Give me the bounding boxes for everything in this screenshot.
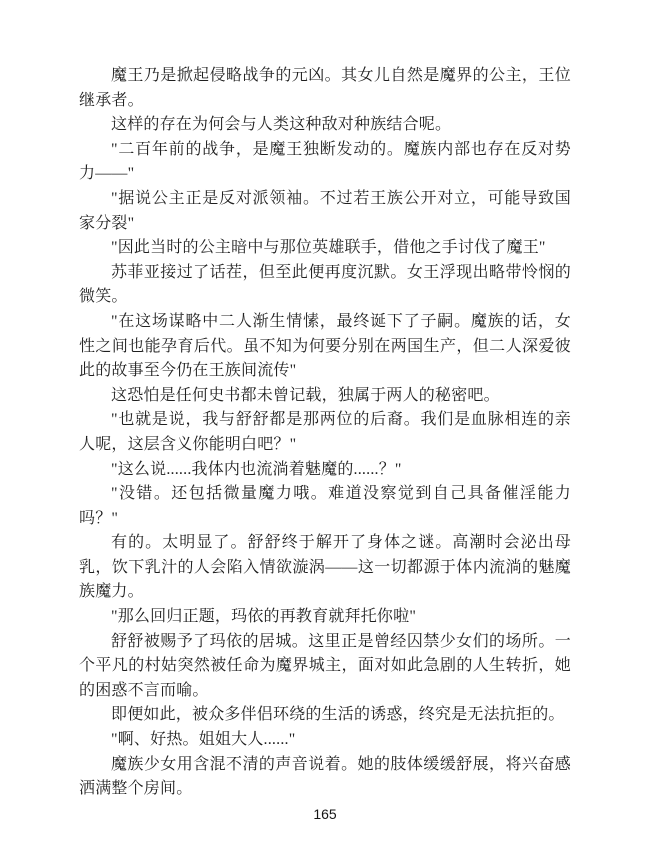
paragraph: "那么回归正题，玛依的再教育就拜托你啦" <box>111 608 417 626</box>
paragraph: 即便如此，被众多伴侣环绕的生活的诱惑，终究是无法抗拒的。 <box>111 706 565 724</box>
paragraph: 舒舒被赐予了玛依的居城。这里正是曾经囚禁少女们的场所。一个平凡的村姑突然被任命为魔界城主，面对如此急剧的人生转折，她的困惑不言而喻。 <box>79 632 571 699</box>
paragraph: "这么说......我体内也流淌着魅魔的......？" <box>111 460 402 478</box>
paragraph: "啊、好热。姐姐大人......" <box>111 731 296 749</box>
page-number: 165 <box>313 806 337 822</box>
paragraph: "因此当时的公主暗中与那位英雄联手，借他之手讨伐了魔王" <box>111 239 546 257</box>
paragraph: 苏菲亚接过了话茬，但至此便再度沉默。女王浮现出略带怜悯的微笑。 <box>79 263 571 306</box>
paragraph: "在这场谋略中二人渐生情愫，最终诞下了子嗣。魔族的话，女性之间也能孕育后代。虽不知为何要分别在两国生产，但二人深爱彼此的故事至今仍在王族间流传" <box>79 312 571 380</box>
paragraph: "据说公主正是反对派领袖。不过若王族公开对立，可能导致国家分裂" <box>79 189 571 232</box>
paragraph: "也就是说，我与舒舒都是那两位的后裔。我们是血脉相连的亲人呢，这层含义你能明白吧？" <box>79 411 571 453</box>
paragraph: 魔族少女用含混不清的声音说着。她的肢体缓缓舒展，将兴奋感洒满整个房间。 <box>79 755 571 798</box>
paragraph: 魔王乃是掀起侵略战争的元凶。其女儿自然是魔界的公主，王位继承者。 <box>79 67 571 109</box>
paragraph: "没错。还包括微量魔力哦。难道没察觉到自己具备催淫能力吗？" <box>79 485 571 527</box>
paragraph: 有的。太明显了。舒舒终于解开了身体之谜。高潮时会泌出母乳，饮下乳汁的人会陷入情欲漩涡——这一切都源于体内流淌的魅魔族魔力。 <box>79 534 571 601</box>
paragraph: "二百年前的战争，是魔王独断发动的。魔族内部也存在反对势力——" <box>79 140 571 183</box>
paragraph: 这恐怕是任何史书都未曾记载，独属于两人的秘密吧。 <box>111 386 500 404</box>
page-text <box>79 64 571 802</box>
paragraph: 这样的存在为何会与人类这种敌对种族结合呢。 <box>111 116 452 134</box>
